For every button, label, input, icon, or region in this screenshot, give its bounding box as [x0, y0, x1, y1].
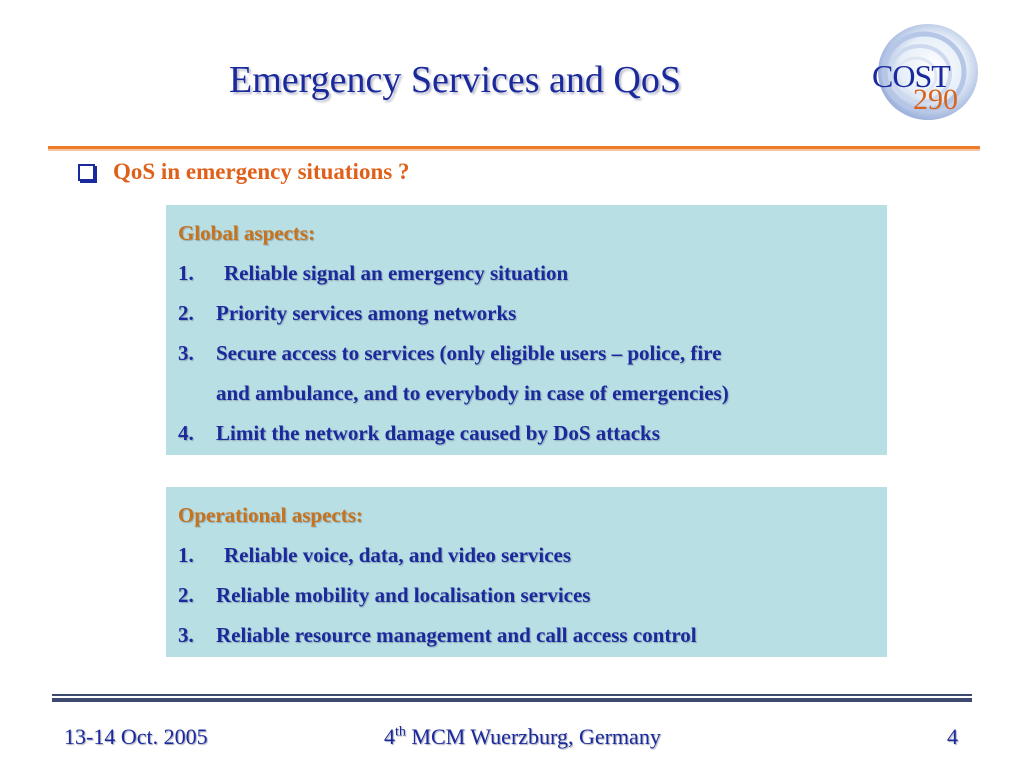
list-item-text: Reliable mobility and localisation services — [216, 583, 591, 607]
footer-meeting — [384, 724, 661, 750]
footer-meeting-number: 4 — [384, 724, 395, 749]
operational-aspects-panel — [166, 487, 887, 657]
panel-heading: Operational aspects: — [178, 503, 363, 527]
list-item-text: Secure access to services (only eligible users – police, fire — [216, 341, 722, 365]
list-item — [178, 575, 875, 615]
list-item — [178, 413, 875, 453]
list-item-number: 1. — [178, 543, 194, 567]
list-item — [178, 615, 875, 655]
list-item-number: 3. — [178, 623, 194, 647]
list-item-text: Reliable resource management and call access control — [216, 623, 697, 647]
list-item-number: 4. — [178, 421, 194, 445]
logo-text-290: 290 — [913, 83, 958, 116]
operational-aspects-list — [178, 535, 875, 655]
slide-title: Emergency Services and QoS — [228, 59, 681, 101]
list-item — [178, 333, 875, 373]
logo-text-cost: COST — [872, 58, 950, 94]
footer-divider — [52, 694, 972, 702]
cost-logo — [858, 20, 988, 120]
global-aspects-panel — [166, 205, 887, 455]
global-aspects-list — [178, 253, 875, 453]
list-item-text: Reliable voice, data, and video services — [224, 543, 572, 567]
list-item-text: Limit the network damage caused by DoS attacks — [216, 421, 660, 445]
list-item-text: Reliable signal an emergency situation — [224, 261, 569, 285]
header-divider — [48, 146, 980, 151]
footer-date: 13-14 Oct. 2005 — [64, 724, 208, 749]
page-number: 4 — [947, 724, 958, 749]
list-item — [178, 535, 875, 575]
list-item-text: Priority services among networks — [216, 301, 517, 325]
hollow-square-icon — [78, 164, 95, 181]
list-item-number: 2. — [178, 583, 194, 607]
list-item-continuation — [178, 373, 875, 413]
list-item-number: 1. — [178, 261, 194, 285]
footer-meeting-ordinal: th — [395, 724, 406, 740]
list-item-number — [178, 373, 216, 413]
list-item-number: 2. — [178, 301, 194, 325]
list-item-text: and ambulance, and to everybody in case of emergencies) — [216, 381, 729, 405]
list-item-number: 3. — [178, 341, 194, 365]
main-bullet-text: QoS in emergency situations ? — [113, 159, 410, 184]
footer-meeting-text: MCM Wuerzburg, Germany — [405, 724, 661, 749]
list-item — [178, 253, 875, 293]
list-item — [178, 293, 875, 333]
main-bullet — [78, 159, 409, 185]
panel-heading: Global aspects: — [178, 221, 316, 245]
